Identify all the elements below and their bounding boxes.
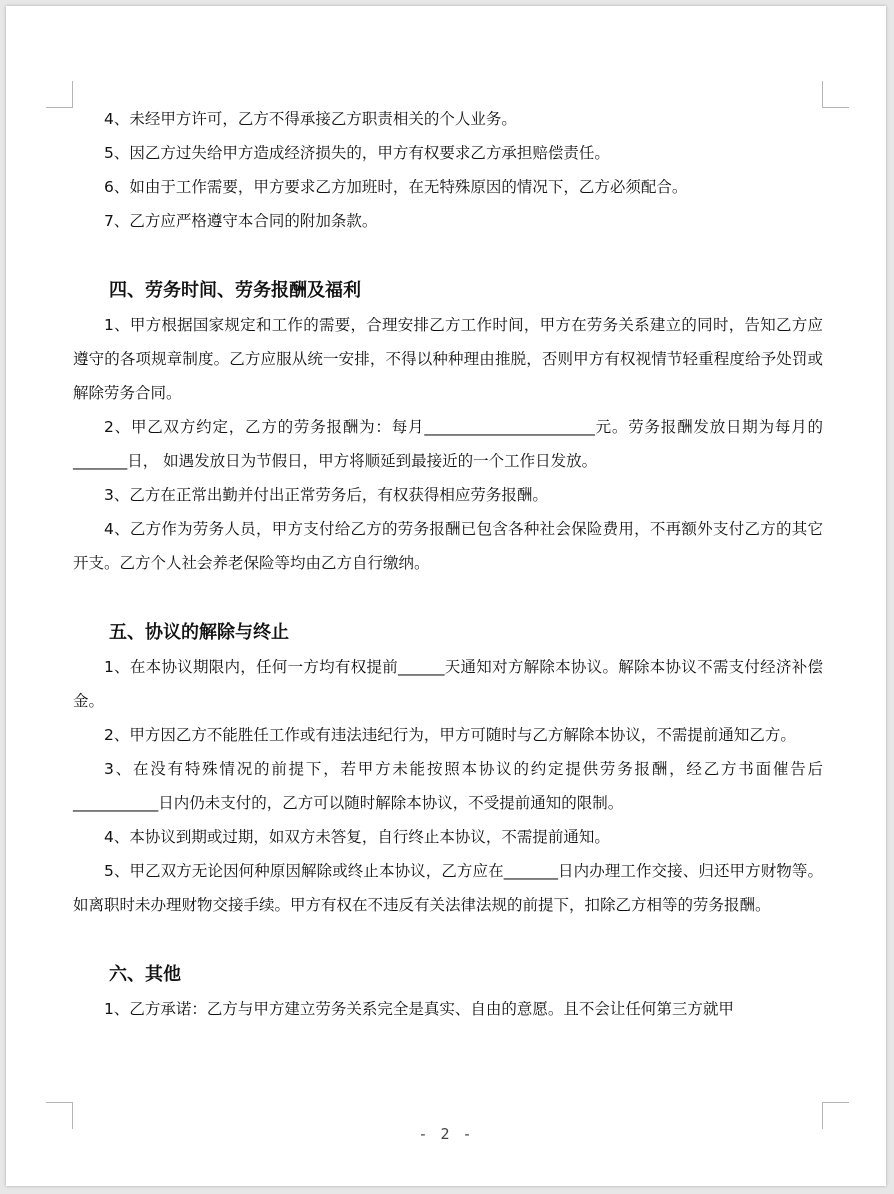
clause-paragraph: 5、甲乙双方无论因何种原因解除或终止本协议，乙方应在_______日内办理工作交接、归还甲方财物等。如离职时未办理财物交接手续。甲方有权在不违反有关法律法规的前提下，扣除乙方相等的劳务报酬。: [73, 862, 823, 914]
clause-paragraph: 4、乙方作为劳务人员，甲方支付给乙方的劳务报酬已包含各种社会保险费用，不再额外支付乙方的其它开支。乙方个人社会养老保险等均由乙方自行缴纳。: [73, 520, 823, 572]
clause-paragraph: 2、甲方因乙方不能胜任工作或有违法违纪行为，甲方可随时与乙方解除本协议，不需提前通知乙方。: [104, 726, 796, 744]
clause-paragraph: 4、未经甲方许可，乙方不得承接乙方职责相关的个人业务。: [104, 110, 517, 128]
document-page: [6, 6, 886, 1186]
clause-paragraph: 5、因乙方过失给甲方造成经济损失的，甲方有权要求乙方承担赔偿责任。: [104, 144, 610, 162]
page-number: - 2 -: [418, 1125, 474, 1143]
section-heading-5: 五、协议的解除与终止: [109, 622, 289, 643]
clause-paragraph: 1、甲方根据国家规定和工作的需要，合理安排乙方工作时间，甲方在劳务关系建立的同时，告知乙方应遵守的各项规章制度。乙方应服从统一安排，不得以种种理由推脱，否则甲方有权视情节轻重程度给予处罚或解除劳务合同。: [73, 316, 823, 402]
clause-paragraph: 4、本协议到期或过期，如双方未答复，自行终止本协议，不需提前通知。: [104, 828, 610, 846]
clause-paragraph: 3、乙方在正常出勤并付出正常劳务后，有权获得相应劳务报酬。: [104, 486, 548, 504]
clause-paragraph: 3、在没有特殊情况的前提下，若甲方未能按照本协议的约定提供劳务报酬，经乙方书面催告后___________日内仍未支付的，乙方可以随时解除本协议，不受提前通知的限制。: [73, 760, 823, 812]
clause-paragraph: 1、在本协议期限内，任何一方均有权提前______天通知对方解除本协议。解除本协议不需支付经济补偿金。: [73, 658, 823, 710]
clause-paragraph: 2、甲乙双方约定，乙方的劳务报酬为：每月______________________元。劳务报酬发放日期为每月的_______日， 如遇发放日为节假日，甲方将顺延到最接近的一个工作日发放。: [73, 418, 823, 470]
crop-mark-top-left: [46, 81, 73, 108]
section-heading-4: 四、劳务时间、劳务报酬及福利: [109, 280, 361, 301]
section-heading-6: 六、其他: [109, 964, 181, 985]
clause-paragraph: 7、乙方应严格遵守本合同的附加条款。: [104, 212, 378, 230]
clause-paragraph: 1、乙方承诺：乙方与甲方建立劳务关系完全是真实、自由的意愿。且不会让任何第三方就甲: [104, 1000, 734, 1018]
clause-paragraph: 6、如由于工作需要，甲方要求乙方加班时，在无特殊原因的情况下，乙方必须配合。: [104, 178, 688, 196]
crop-mark-top-right: [822, 81, 849, 108]
document-body: [73, 102, 823, 1026]
